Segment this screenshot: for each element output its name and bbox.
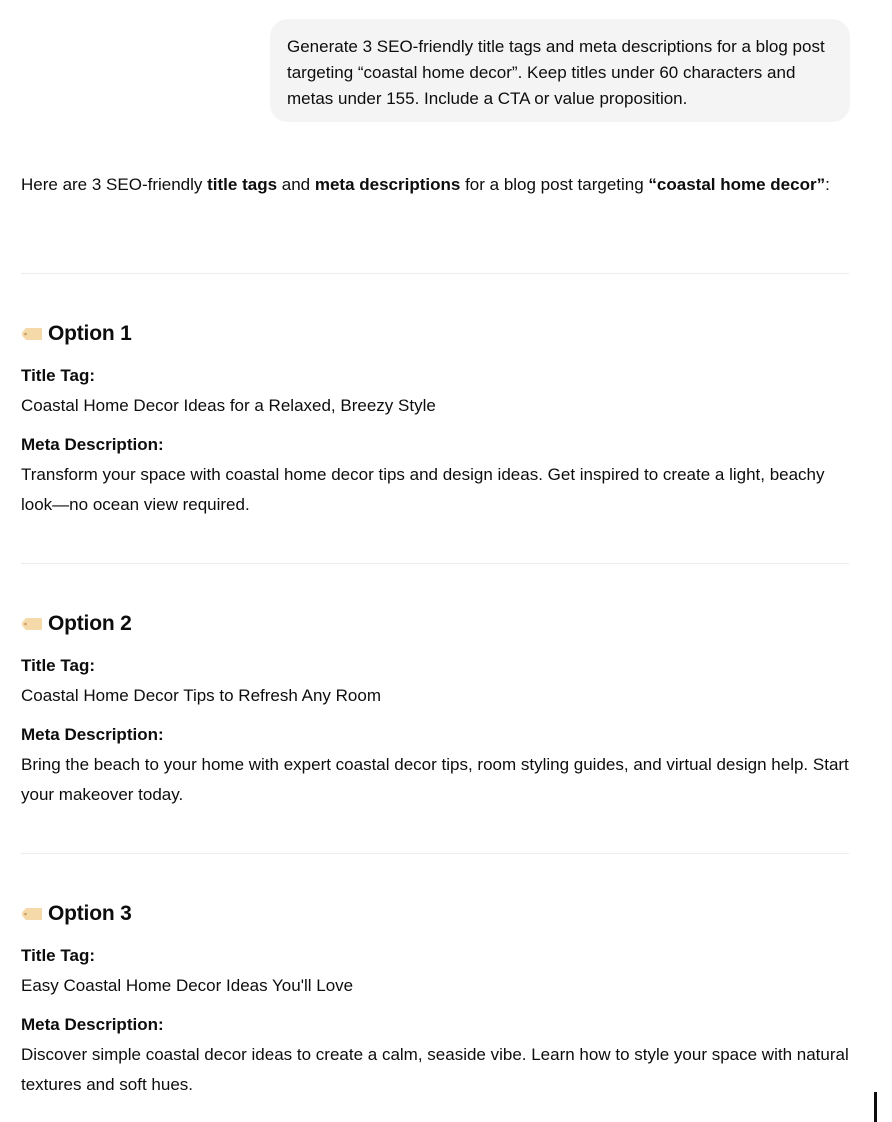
intro-bold-meta-descriptions: meta descriptions (314, 175, 461, 194)
tag-icon (21, 617, 43, 631)
tag-icon (21, 327, 43, 341)
option-1-title: Option 1 (48, 322, 132, 345)
option-2-title-tag-label: Title Tag: (21, 656, 95, 675)
section-divider (21, 563, 849, 564)
tag-icon (21, 907, 43, 921)
option-3-meta-label: Meta Description: (21, 1015, 164, 1034)
intro-text: : (825, 175, 830, 194)
option-2-title-tag: Coastal Home Decor Tips to Refresh Any Room (21, 686, 381, 705)
option-2-title: Option 2 (48, 612, 132, 635)
option-1-meta-description: Transform your space with coastal home decor tips and design ideas. Get inspired to create a light, beachy look—no ocean view required. (21, 465, 825, 514)
option-1-title-tag-label: Title Tag: (21, 366, 95, 385)
scroll-caret (874, 1092, 877, 1122)
user-message-bubble (270, 19, 850, 122)
section-divider (21, 273, 849, 274)
option-1-heading (21, 319, 132, 349)
option-1-meta-label: Meta Description: (21, 435, 164, 454)
option-3-title-tag-label: Title Tag: (21, 946, 95, 965)
response-intro (21, 170, 849, 200)
intro-text: and (277, 175, 315, 194)
option-2-meta-description: Bring the beach to your home with expert coastal decor tips, room styling guides, and virtual design help. Start your makeover today. (21, 755, 849, 804)
option-2-meta-label: Meta Description: (21, 725, 164, 744)
intro-text: for a blog post targeting (460, 175, 649, 194)
intro-bold-title-tags: title tags (207, 175, 278, 194)
option-1-title-tag: Coastal Home Decor Ideas for a Relaxed, Breezy Style (21, 396, 436, 415)
option-3-heading (21, 899, 132, 929)
option-3-title: Option 3 (48, 902, 132, 925)
option-3-meta-description: Discover simple coastal decor ideas to create a calm, seaside vibe. Learn how to style your space with natural textures and soft hues. (21, 1045, 849, 1094)
section-divider (21, 853, 849, 854)
option-3-title-tag: Easy Coastal Home Decor Ideas You'll Love (21, 976, 354, 995)
intro-bold-keyword: “coastal home decor” (648, 175, 826, 194)
user-message-text: Generate 3 SEO-friendly title tags and meta descriptions for a blog post targeting “coastal home decor”. Keep titles under 60 characters and metas under 155. Include a CTA or value proposition. (287, 37, 825, 108)
option-2-heading (21, 609, 132, 639)
intro-text: Here are 3 SEO-friendly (21, 175, 208, 194)
